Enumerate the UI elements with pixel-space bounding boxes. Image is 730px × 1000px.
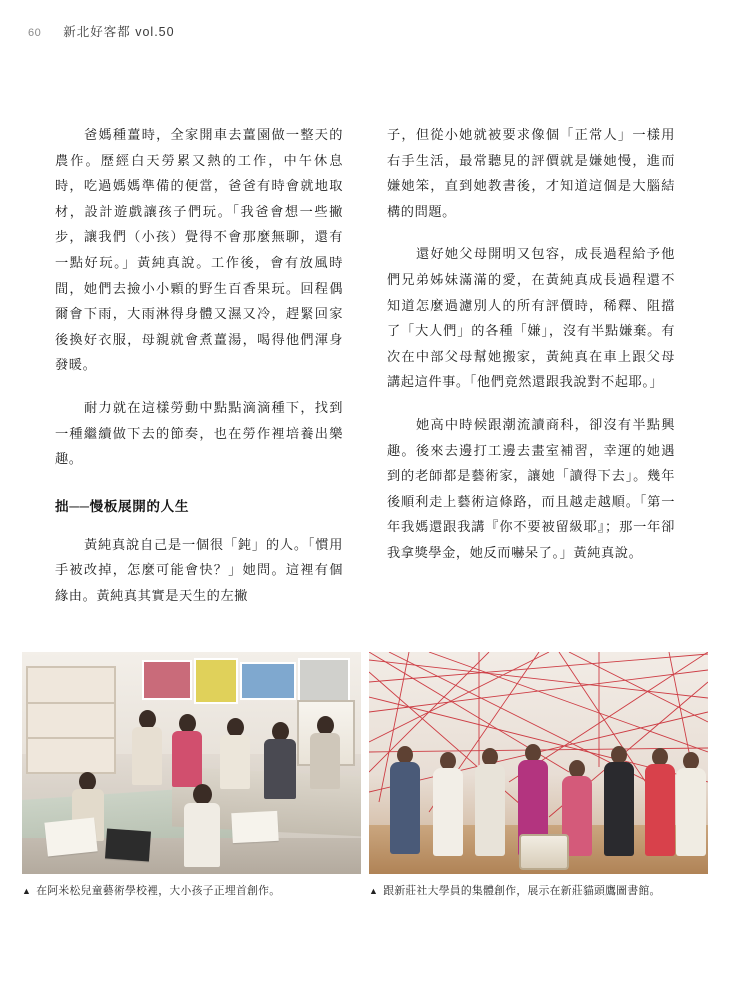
column-right: [387, 122, 675, 626]
caption-text: 在阿米松兒童藝術學校裡，大小孩子正埋首創作。: [36, 885, 281, 897]
paragraph: 子，但從小她就被要求像個「正常人」一樣用右手生活，最常聽見的評價就是嫌她慢，進而嫌她笨，直到她教書後，才知道這個是大腦結構的問題。: [387, 127, 675, 219]
section-subheading: 拙──慢板展開的人生: [55, 498, 190, 514]
caption-text: 跟新莊社大學員的集體創作，展示在新莊貓頭鷹圖書館。: [383, 885, 661, 897]
page-number: 60: [28, 27, 42, 39]
triangle-bullet-icon: ▲: [22, 886, 32, 896]
running-title: 新北好客都 vol.50: [63, 25, 175, 39]
paragraph: 還好她父母開明又包容，成長過程給予他們兄弟姊妹滿滿的愛，在黃純真成長過程還不知道怎麼過濾別人的所有評價時，稀釋、阻擋了「大人們」的各種「嫌」，沒有半點嫌棄。有次在中部父母幫她搬家，黃純真在車上跟父母講起這件事。「他們竟然還跟我說對不起耶。」: [387, 246, 675, 390]
red-yarn-installation-photo: [369, 652, 708, 874]
photo-caption-left: [22, 883, 361, 899]
triangle-bullet-icon: ▲: [369, 886, 379, 896]
paragraph: 耐力就在這樣勞動中點點滴滴種下，找到一種繼續做下去的節奏，也在勞作裡培養出樂趣。: [55, 399, 343, 467]
photo-block-left: [22, 652, 361, 899]
paragraph: 她高中時候跟潮流讀商科，卻沒有半點興趣。後來去邊打工邊去畫室補習，幸運的她遇到的老師都是藝術家，讓她「讀得下去」。幾年後順利走上藝術這條路，而且越走越順。「第一年我媽還跟我講『你不要被留級耶』；那一年卻我拿獎學金，她反而嚇呆了。」黃純真說。: [387, 416, 675, 560]
photo-row: [22, 652, 708, 899]
paragraph: 黃純真說自己是一個很「鈍」的人。「慣用手被改掉，怎麼可能會快？」她問。這裡有個緣由。黃純真其實是天生的左撇: [55, 536, 343, 603]
body-columns: [55, 122, 675, 626]
paragraph: 爸媽種薑時，全家開車去薑園做一整天的農作。歷經白天勞累又熱的工作，中午休息時，吃過媽媽準備的便當，爸爸有時會就地取材，設計遊戲讓孩子們玩。「我爸會想一些撇步，讓我們（小孩）覺得不會那麼無聊，還有一點好玩。」黃純真說。工作後，會有放風時間，她們去撿小小顆的野生百香果玩。回程偶爾會下雨，大雨淋得身體又濕又冷，趕緊回家後換好衣服，母親就會煮薑湯，喝得他們渾身發暖。: [55, 127, 343, 373]
photo-caption-right: [369, 883, 708, 899]
art-classroom-photo: [22, 652, 361, 874]
page-header: [28, 22, 175, 40]
photo-block-right: [369, 652, 708, 899]
column-left: [55, 122, 343, 626]
